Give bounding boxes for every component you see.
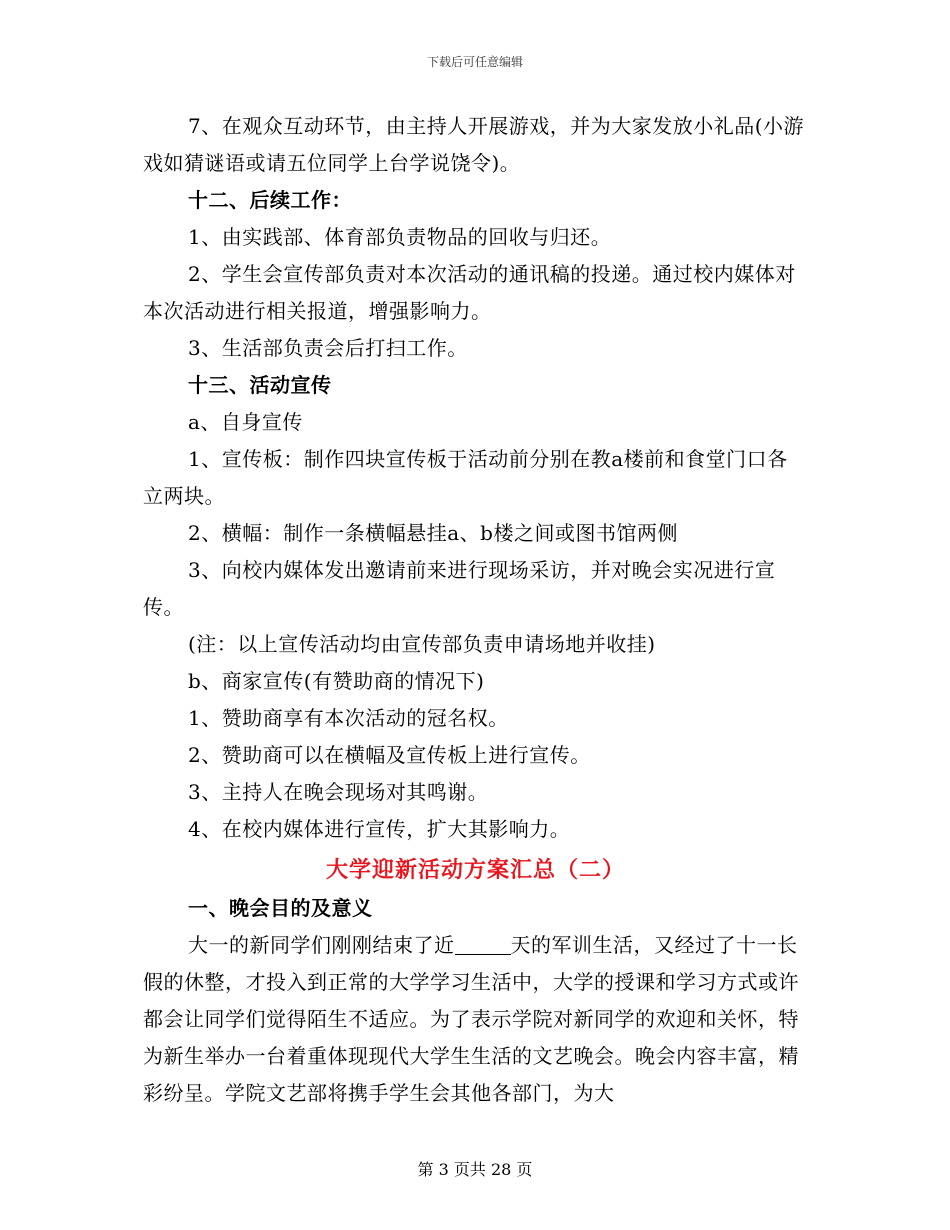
paragraph-follow-up-1: 1、由实践部、体育部负责物品的回收与归还。	[188, 225, 612, 249]
heading-purpose: 一、晚会目的及意义	[188, 896, 373, 920]
paragraph-sponsor-1: 1、赞助商享有本次活动的冠名权。	[188, 706, 509, 730]
paragraph-follow-up-3: 3、生活部负责会后打扫工作。	[188, 336, 468, 360]
document-body	[143, 108, 808, 1112]
intro-text-rest: 天的军训生活，又经过了十一长假的休整，才投入到正常的大学学习生活中，大学的授课和学习方式或许都会让同学们觉得陌生不适应。为了表示学院对新同学的欢迎和关怀，特为新生举办一台着重体现现代大学生生活的文艺晚会。晚会内容丰富，精彩纷呈。学院文艺部将携手学生会其他各部门，为大	[143, 933, 799, 1105]
paragraph-intro	[143, 927, 808, 1112]
paragraph-self-publicity: a、自身宣传	[188, 410, 303, 434]
fill-in-blank	[455, 934, 511, 955]
section-title: 大学迎新活动方案汇总（二）	[325, 857, 625, 883]
paragraph-merchant-publicity: b、商家宣传(有赞助商的情况下)	[188, 669, 485, 693]
heading-follow-up-work: 十二、后续工作：	[188, 188, 352, 212]
paragraph-publicity-note: (注：以上宣传活动均由宣传部负责申请场地并收挂)	[188, 632, 656, 656]
heading-publicity: 十三、活动宣传	[188, 373, 332, 397]
paragraph-sponsor-4: 4、在校内媒体进行宣传，扩大其影响力。	[188, 817, 571, 841]
page-header: 下载后可任意编辑	[426, 55, 523, 69]
paragraph-publicity-2: 2、横幅：制作一条横幅悬挂a、b楼之间或图书馆两侧	[188, 521, 678, 545]
page-footer: 第 3 页共 28 页	[417, 1160, 533, 1179]
paragraph-sponsor-3: 3、主持人在晚会现场对其鸣谢。	[188, 780, 489, 804]
paragraph-follow-up-2: 2、学生会宣传部负责对本次活动的通讯稿的投递。通过校内媒体对本次活动进行相关报道，增强影响力。	[143, 262, 796, 323]
paragraph-publicity-3: 3、向校内媒体发出邀请前来进行现场采访，并对晚会实况进行宣传。	[143, 558, 776, 619]
paragraph-publicity-1: 1、宣传板：制作四块宣传板于活动前分别在教a楼前和食堂门口各立两块。	[143, 447, 788, 508]
intro-text-start: 大一的新同学们刚刚结束了近	[188, 933, 455, 957]
paragraph-item-7: 7、在观众互动环节，由主持人开展游戏，并为大家发放小礼品(小游戏如猜谜语或请五位同学上台学说饶令)。	[143, 114, 805, 175]
paragraph-sponsor-2: 2、赞助商可以在横幅及宣传板上进行宣传。	[188, 743, 591, 767]
